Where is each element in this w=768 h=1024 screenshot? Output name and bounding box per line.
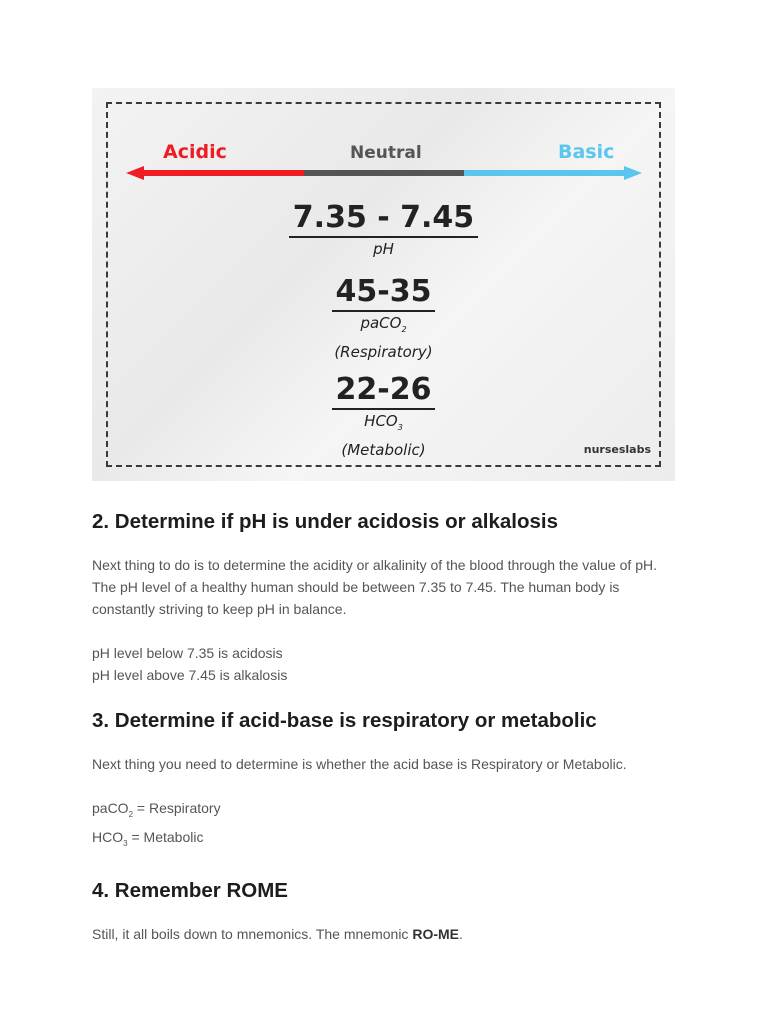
paco2-note: (Respiratory)	[334, 343, 433, 361]
ph-scale-arrow	[126, 166, 642, 180]
section-3-heading: 3. Determine if acid-base is respiratory or metabolic	[92, 709, 597, 732]
basic-arrow	[464, 166, 642, 180]
section-4-paragraph: Still, it all boils down to mnemonics. The mnemonic RO-ME.	[92, 925, 463, 942]
ph-below-line: pH level below 7.35 is acidosis	[92, 645, 283, 661]
basic-label: Basic	[558, 141, 615, 163]
section-3-paragraph: Next thing you need to determine is whether the acid base is Respiratory or Metabolic.	[92, 756, 627, 772]
hco3-line: $HCO_3$ = Metabolic	[92, 828, 204, 848]
ph-scale-figure	[92, 88, 675, 481]
section-2-paragraph: Next thing to do is to determine the acidity or alkalinity of the blood through the value of pH. The pH level of a healthy human should be between 7.35 to 7.45. The human body is constantly striving to keep pH in balance.	[92, 557, 657, 617]
neutral-label: Neutral	[350, 143, 422, 163]
acidic-arrow	[126, 166, 304, 180]
paco2-caption: paCO	[360, 314, 402, 332]
article-body	[92, 500, 682, 945]
paco2-value: 45-35	[332, 274, 436, 312]
paco2-line: paCO$_2$ = Respiratory	[92, 800, 221, 819]
section-4-heading: 4. Remember ROME	[92, 878, 288, 902]
acidic-label: Acidic	[163, 141, 227, 163]
hco3-caption: HCO	[364, 412, 398, 430]
hco3-value: 22-26	[332, 372, 436, 410]
section-2-heading: 2. Determine if pH is under acidosis or alkalosis	[92, 510, 558, 533]
ph-value: 7.35 - 7.45	[289, 200, 478, 238]
ph-value-block	[92, 200, 675, 260]
ph-caption: pH	[373, 240, 394, 258]
rome-mnemonic: RO-ME	[412, 925, 459, 942]
ph-above-line: pH level above 7.45 is alkalosis	[92, 667, 288, 683]
nurseslabs-logo: nurseslabs	[583, 443, 651, 456]
hco3-caption-sub: 3	[397, 423, 403, 432]
neutral-bar	[304, 170, 464, 176]
hco3-note: (Metabolic)	[341, 441, 426, 459]
paco2-caption-sub: 2	[401, 325, 407, 334]
paco2-value-block	[92, 274, 675, 363]
